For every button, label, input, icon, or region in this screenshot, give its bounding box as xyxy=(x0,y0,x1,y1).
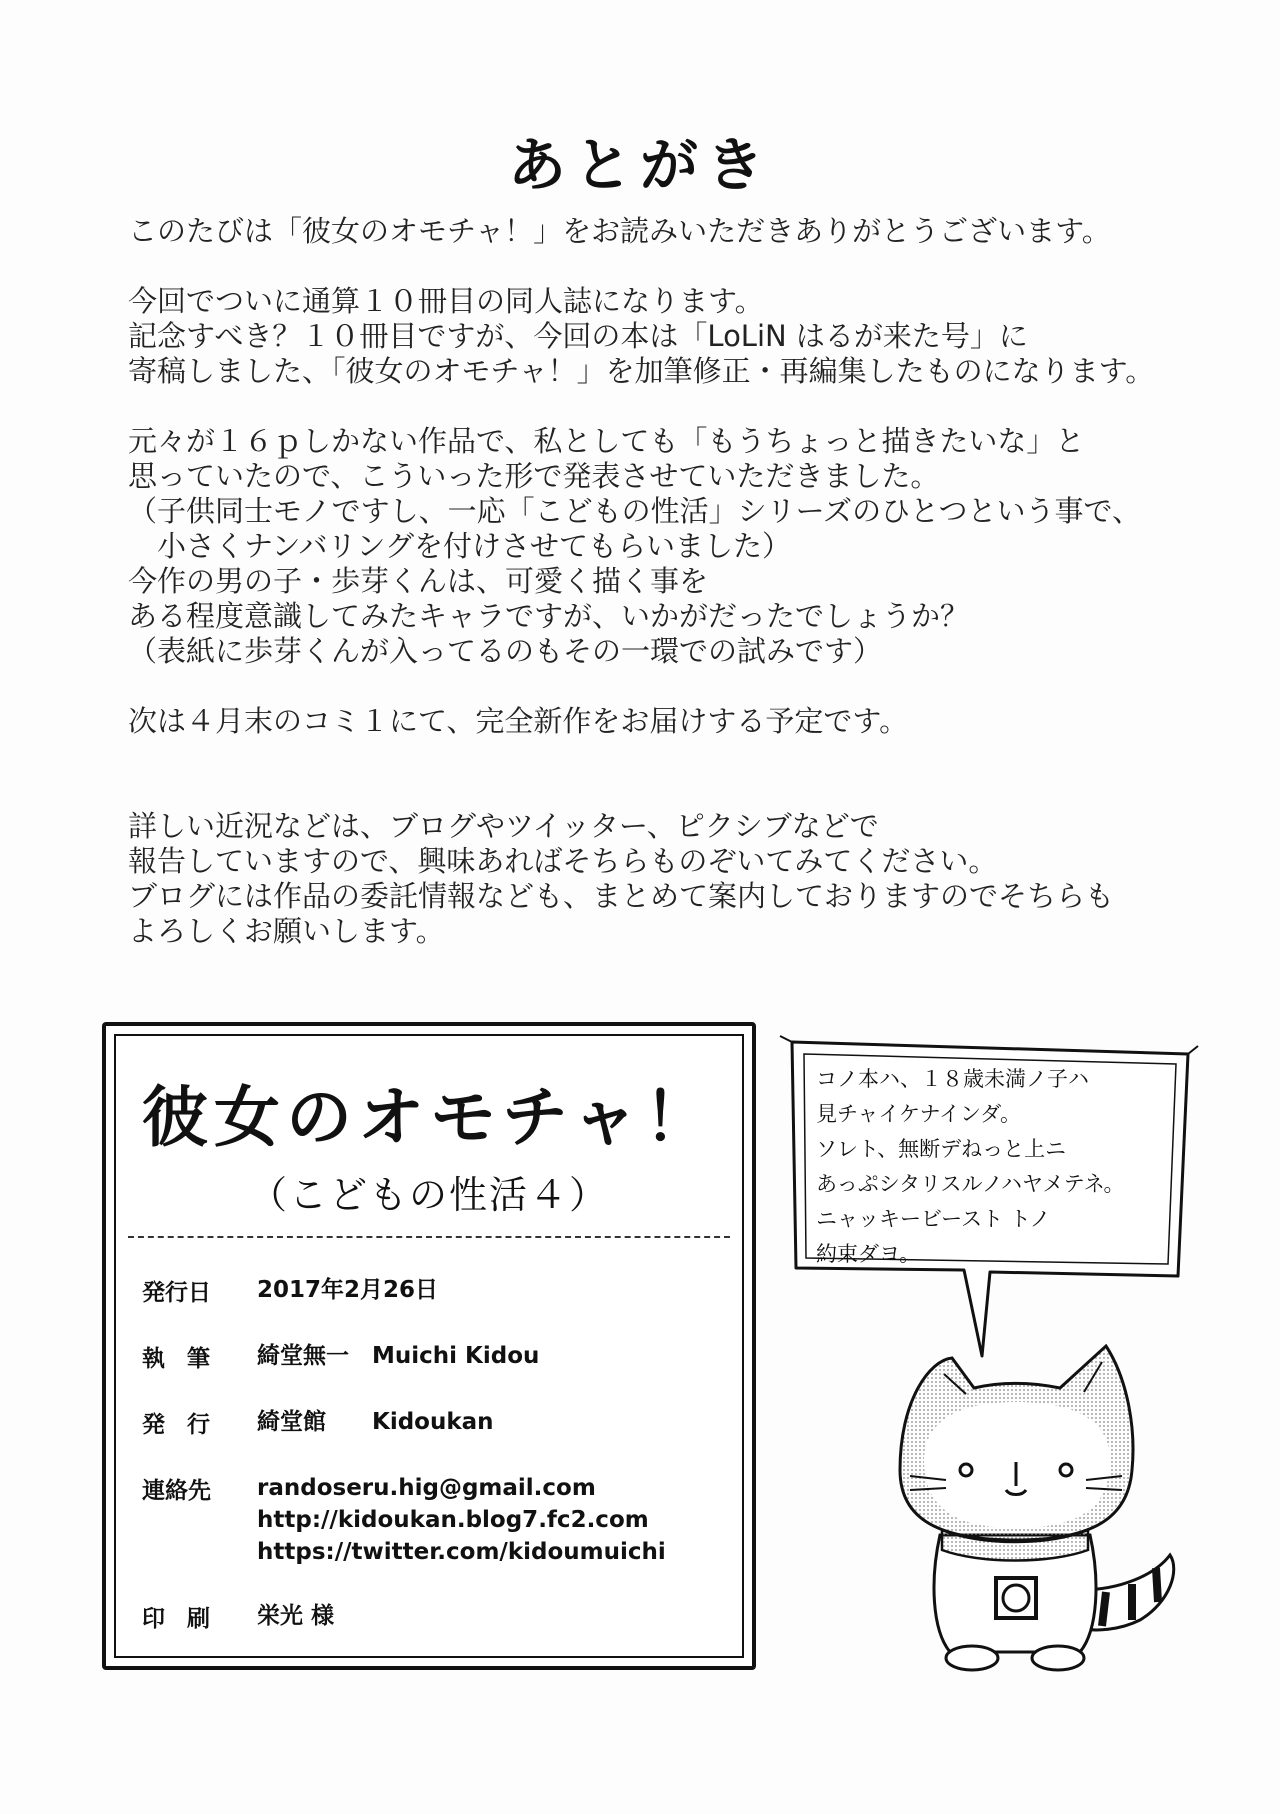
cat-mascot-icon xyxy=(870,1340,1180,1680)
speech-bubble xyxy=(780,1036,1200,1286)
text-line: 今回でついに通算１０冊目の同人誌になります。 xyxy=(128,284,764,318)
paragraph-5 xyxy=(128,809,1168,949)
text-line: （表紙に歩芽くんが入ってるのもその一環での試みです） xyxy=(128,634,883,668)
text-line: 報告していますので、興味あればそちらものぞいてみてください。 xyxy=(128,844,998,878)
printer-value: 栄光 様 xyxy=(257,1603,335,1629)
text-line: ある程度意識してみたキャラですが、いかがだったでしょうか？ xyxy=(128,599,970,633)
colophon-inner-border xyxy=(114,1034,744,1658)
text-line: このたびは「彼女のオモチャ！」をお読みいただきありがとうございます。 xyxy=(128,214,1111,248)
book-title: 彼女のオモチャ！ xyxy=(141,1079,717,1156)
text-line: 寄稿しました、「彼女のオモチャ！」を加筆修正・再編集したものになります。 xyxy=(128,354,1155,388)
contact-label: 連絡先 xyxy=(142,1478,211,1504)
bubble-line: ニャッキービースト トノ xyxy=(816,1207,1051,1231)
contact-blog: http://kidoukan.blog7.fc2.com xyxy=(257,1507,649,1533)
bubble-line: 約束ダヨ。 xyxy=(816,1242,921,1266)
date-label: 発行日 xyxy=(142,1280,211,1306)
bubble-line: あっぷシタリスルノハヤメテネ。 xyxy=(816,1172,1125,1196)
book-subtitle: （こどもの性活４） xyxy=(248,1173,609,1217)
paragraph-4 xyxy=(128,704,1168,739)
publisher-label: 発行 xyxy=(142,1412,232,1438)
paragraph-2 xyxy=(128,284,1168,389)
printer-label: 印刷 xyxy=(142,1606,232,1632)
dashed-divider xyxy=(128,1236,730,1238)
bubble-line: ソレト、無断デねっと上ニ xyxy=(816,1137,1067,1161)
text-line: 記念すべき？１０冊目ですが、今回の本は「LoLiN はるが来た号」に xyxy=(128,319,1028,353)
author-value: 綺堂無一 Muichi Kidou xyxy=(257,1343,540,1369)
contact-twitter: https://twitter.com/kidoumuichi xyxy=(257,1539,666,1565)
page-title: あとがき xyxy=(507,131,772,199)
date-value: 2017年2月26日 xyxy=(257,1277,439,1303)
text-line: 元々が１６ｐしかない作品で、私としても「もうちょっと描きたいな」と xyxy=(128,424,1085,458)
afterword-body xyxy=(128,214,1168,984)
bubble-line: 見チャイケナインダ。 xyxy=(816,1102,1021,1126)
publisher-value: 綺堂館 Kidoukan xyxy=(257,1409,494,1435)
author-label: 執筆 xyxy=(142,1346,232,1372)
paragraph-1 xyxy=(128,214,1168,249)
contact-email: randoseru.hig@gmail.com xyxy=(257,1475,596,1501)
paragraph-3 xyxy=(128,424,1168,669)
text-line: 詳しい近況などは、ブログやツイッター、ピクシブなどで xyxy=(128,809,879,843)
bubble-text xyxy=(816,1062,1125,1272)
text-line: 小さくナンバリングを付けさせてもらいました） xyxy=(128,529,791,563)
bubble-line: コノ本ハ、１８歳未満ノ子ハ xyxy=(816,1067,1089,1091)
text-line: 今作の男の子・歩芽くんは、可愛く描く事を xyxy=(128,564,709,598)
text-line: よろしくお願いします。 xyxy=(128,914,445,948)
text-line: 次は４月末のコミ１にて、完全新作をお届けする予定です。 xyxy=(128,704,909,738)
text-line: （子供同士モノですし、一応「こどもの性活」シリーズのひとつという事で、 xyxy=(128,494,1141,528)
text-line: 思っていたので、こういった形で発表させていただきました。 xyxy=(128,459,940,493)
text-line: ブログには作品の委託情報なども、まとめて案内しておりますのでそちらも xyxy=(128,879,1115,913)
colophon-box xyxy=(102,1022,756,1670)
